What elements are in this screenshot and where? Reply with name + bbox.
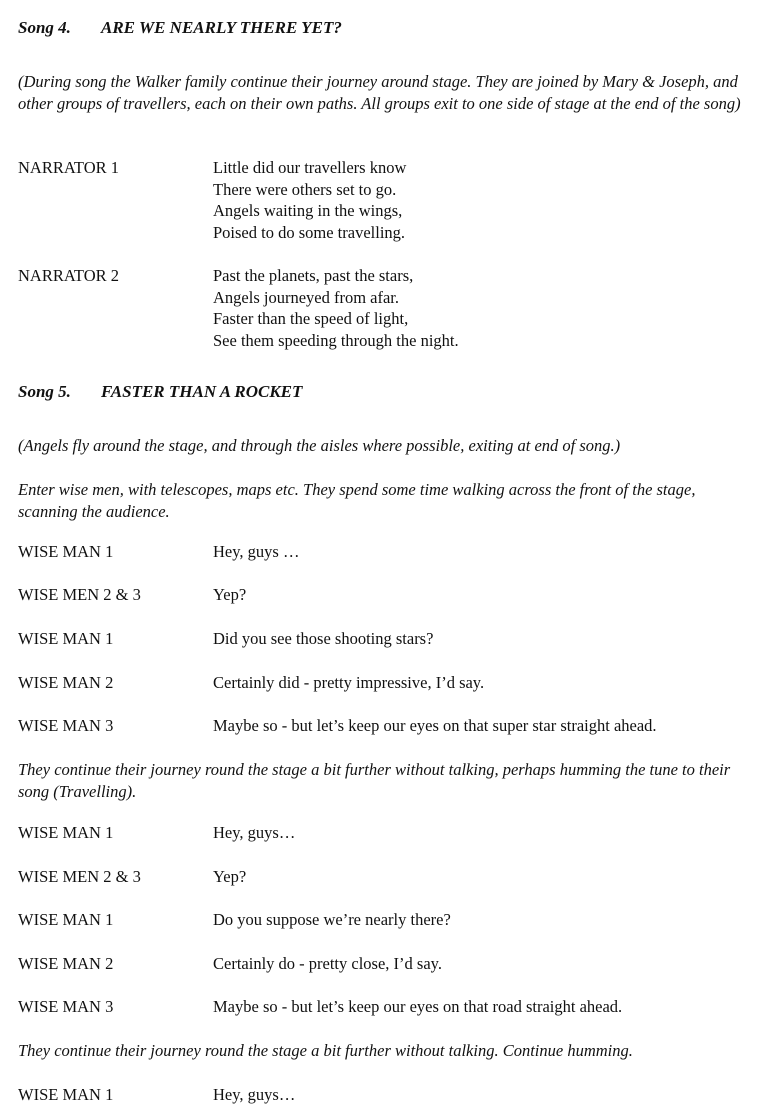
line-text: Hey, guys… bbox=[213, 823, 296, 842]
speaker-name: WISE MAN 3 bbox=[18, 716, 114, 735]
speaker-name: WISE MAN 1 bbox=[18, 542, 114, 561]
song-4-number: Song 4. bbox=[18, 18, 71, 37]
verse-lines bbox=[213, 157, 753, 243]
speaker-name: WISE MAN 2 bbox=[18, 954, 114, 973]
song-5-number: Song 5. bbox=[18, 382, 71, 401]
speaker-name: WISE MAN 1 bbox=[18, 629, 114, 648]
line-text: Yep? bbox=[213, 585, 247, 604]
stage-direction-4: They continue their journey round the stage a bit further without talking, perhaps humming the tune to their song (Travelling). bbox=[18, 760, 731, 801]
stage-direction-3: Enter wise men, with telescopes, maps etc. They spend some time walking across the front of the stage, scanning the audience. bbox=[18, 480, 696, 521]
line-text: Maybe so - but let’s keep our eyes on that road straight ahead. bbox=[213, 997, 623, 1016]
line-text: Do you suppose we’re nearly there? bbox=[213, 910, 451, 929]
speaker-name: WISE MAN 2 bbox=[18, 673, 114, 692]
stage-direction-1: (During song the Walker family continue their journey around stage. They are joined by Mary & Joseph, and other groups of travellers, each on their own paths. All groups exit to one side of stage at the end of the song) bbox=[18, 72, 741, 113]
line-text: Hey, guys … bbox=[213, 542, 300, 561]
verse-line: Angels waiting in the wings, bbox=[213, 201, 403, 220]
song-4-heading bbox=[18, 18, 342, 38]
verse-line: Little did our travellers know bbox=[213, 158, 407, 177]
speaker-name: WISE MAN 3 bbox=[18, 997, 114, 1016]
stage-direction-2: (Angels fly around the stage, and through the aisles where possible, exiting at end of song.) bbox=[18, 436, 621, 455]
verse-line: Faster than the speed of light, bbox=[213, 309, 409, 328]
speaker-name: NARRATOR 2 bbox=[18, 266, 120, 285]
line-text: Hey, guys… bbox=[213, 1085, 296, 1104]
line-text: Maybe so - but let’s keep our eyes on that super star straight ahead. bbox=[213, 716, 657, 735]
speaker-name: WISE MAN 1 bbox=[18, 1085, 114, 1104]
stage-direction-5: They continue their journey round the stage a bit further without talking. Continue humming. bbox=[18, 1041, 633, 1060]
verse-line: Poised to do some travelling. bbox=[213, 222, 406, 242]
speaker-name: WISE MEN 2 & 3 bbox=[18, 585, 141, 604]
verse-line: Past the planets, past the stars, bbox=[213, 266, 414, 285]
verse-lines bbox=[213, 265, 753, 351]
speaker-name: WISE MAN 1 bbox=[18, 823, 114, 842]
song-4-title: ARE WE NEARLY THERE YET? bbox=[101, 18, 342, 37]
line-text: Yep? bbox=[213, 867, 247, 886]
speaker-name: WISE MAN 1 bbox=[18, 910, 114, 929]
line-text: Certainly do - pretty close, I’d say. bbox=[213, 954, 442, 973]
verse-line: See them speeding through the night. bbox=[213, 330, 459, 350]
line-text: Did you see those shooting stars? bbox=[213, 629, 434, 648]
line-text: Certainly did - pretty impressive, I’d say. bbox=[213, 673, 485, 692]
song-5-title: FASTER THAN A ROCKET bbox=[101, 382, 303, 401]
song-5-heading bbox=[18, 382, 302, 402]
verse-line: Angels journeyed from afar. bbox=[213, 287, 400, 307]
speaker-name: WISE MEN 2 & 3 bbox=[18, 867, 141, 886]
speaker-name: NARRATOR 1 bbox=[18, 158, 120, 177]
verse-line: There were others set to go. bbox=[213, 179, 397, 199]
